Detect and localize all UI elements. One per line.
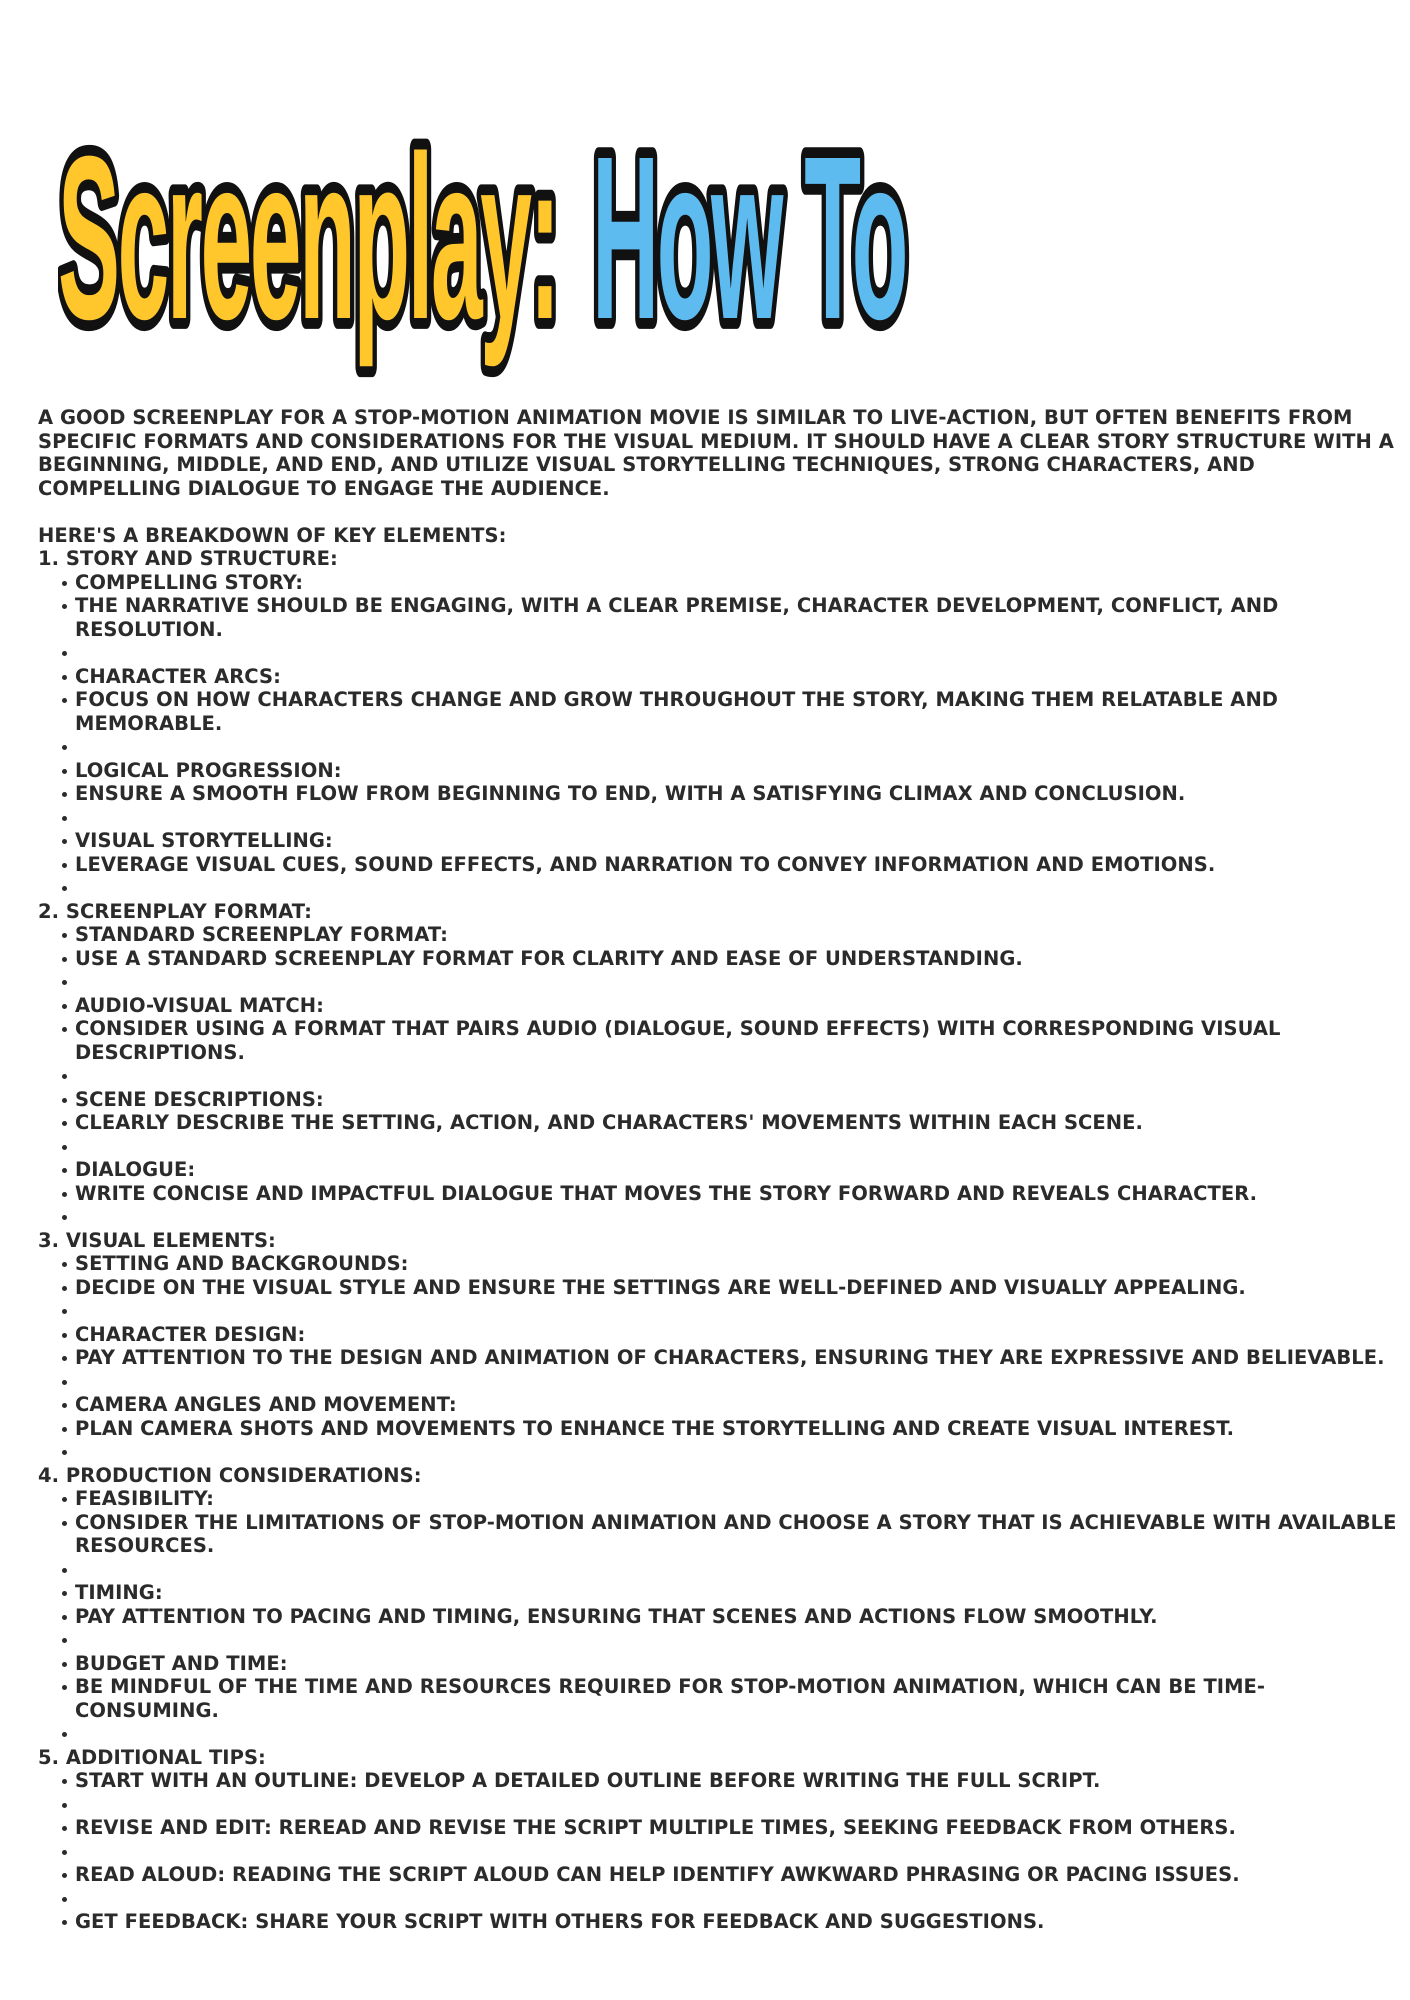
empty-bullet xyxy=(38,1628,1398,1652)
title-part-how-to: How To xyxy=(592,138,906,368)
list-item xyxy=(38,1769,1398,1793)
list-item-text: CAMERA ANGLES AND MOVEMENT: xyxy=(75,1393,457,1416)
list-item xyxy=(38,1581,1398,1605)
empty-bullet xyxy=(38,876,1398,900)
empty-bullet xyxy=(38,1135,1398,1159)
section-5 xyxy=(38,1746,1398,1934)
list-item-text: CHARACTER ARCS: xyxy=(75,664,281,688)
section-heading: 3. VISUAL ELEMENTS: xyxy=(38,1228,276,1252)
section-2 xyxy=(38,900,1398,1229)
list-item xyxy=(38,782,1398,806)
list-item-text: READ ALOUD: READING THE SCRIPT ALOUD CAN HELP IDENTIFY AWKWARD PHRASING OR PACING ISSUES. xyxy=(75,1863,1240,1886)
empty-bullet xyxy=(38,1558,1398,1582)
empty-bullet xyxy=(38,1299,1398,1323)
list-item-text: TIMING: xyxy=(75,1581,163,1604)
list-item xyxy=(38,1276,1398,1300)
section-heading: 4. PRODUCTION CONSIDERATIONS: xyxy=(38,1463,422,1487)
list-item-text: PAY ATTENTION TO PACING AND TIMING, ENSURING THAT SCENES AND ACTIONS FLOW SMOOTHLY. xyxy=(75,1604,1158,1628)
list-item xyxy=(38,1252,1398,1276)
list-item xyxy=(38,571,1398,595)
title-part-screenplay: Screenplay: xyxy=(58,138,558,368)
empty-bullet xyxy=(38,1722,1398,1746)
list-item-text: AUDIO-VISUAL MATCH: xyxy=(75,993,324,1017)
section-4 xyxy=(38,1464,1398,1746)
list-item-text: THE NARRATIVE SHOULD BE ENGAGING, WITH A CLEAR PREMISE, CHARACTER DEVELOPMENT, CONFLICT, AND RESOLUTION. xyxy=(75,594,1279,641)
list-item xyxy=(38,1605,1398,1629)
list-item-text: FOCUS ON HOW CHARACTERS CHANGE AND GROW THROUGHOUT THE STORY, MAKING THEM RELATABLE AND MEMORABLE. xyxy=(75,688,1279,735)
list-item xyxy=(38,1158,1398,1182)
sections-container xyxy=(38,547,1398,1934)
list-item-text: PLAN CAMERA SHOTS AND MOVEMENTS TO ENHANCE THE STORYTELLING AND CREATE VISUAL INTEREST. xyxy=(75,1416,1235,1440)
list-item-text: VISUAL STORYTELLING: xyxy=(75,829,333,852)
list-item xyxy=(38,688,1398,735)
bullet-list xyxy=(38,1487,1398,1746)
document-body xyxy=(38,406,1398,1934)
list-item xyxy=(38,1487,1398,1511)
list-item xyxy=(38,1863,1398,1887)
list-item xyxy=(38,947,1398,971)
bullet-list xyxy=(38,923,1398,1229)
list-item xyxy=(38,923,1398,947)
list-item-text: CONSIDER USING A FORMAT THAT PAIRS AUDIO (DIALOGUE, SOUND EFFECTS) WITH CORRESPONDING VISUAL DESCRIPTIONS. xyxy=(75,1017,1281,1064)
list-item-text: CONSIDER THE LIMITATIONS OF STOP-MOTION ANIMATION AND CHOOSE A STORY THAT IS ACHIEVABLE WITH AVAILABLE RESOURCES. xyxy=(75,1510,1397,1557)
list-item xyxy=(38,759,1398,783)
list-item xyxy=(38,665,1398,689)
list-item xyxy=(38,1323,1398,1347)
list-item-text: REVISE AND EDIT: REREAD AND REVISE THE SCRIPT MULTIPLE TIMES, SEEKING FEEDBACK FROM OTHERS. xyxy=(75,1816,1236,1839)
list-item xyxy=(38,1088,1398,1112)
section-3 xyxy=(38,1229,1398,1464)
list-item xyxy=(38,1393,1398,1417)
section-heading: 2. SCREENPLAY FORMAT: xyxy=(38,899,312,923)
bullet-list xyxy=(38,1252,1398,1464)
bullet-list xyxy=(38,1769,1398,1934)
list-item-text: DIALOGUE: xyxy=(75,1158,196,1181)
empty-bullet xyxy=(38,735,1398,759)
list-item xyxy=(38,1017,1398,1064)
empty-bullet xyxy=(38,1793,1398,1817)
list-item-text: COMPELLING STORY: xyxy=(75,570,304,594)
list-item xyxy=(38,1910,1398,1934)
list-item xyxy=(38,1182,1398,1206)
list-item-text: ENSURE A SMOOTH FLOW FROM BEGINNING TO END, WITH A SATISFYING CLIMAX AND CONCLUSION. xyxy=(75,782,1186,805)
empty-bullet xyxy=(38,641,1398,665)
empty-bullet xyxy=(38,1370,1398,1394)
list-item-text: STANDARD SCREENPLAY FORMAT: xyxy=(75,923,448,946)
list-item-text: BUDGET AND TIME: xyxy=(75,1651,288,1675)
empty-bullet xyxy=(38,1440,1398,1464)
list-item-text: SCENE DESCRIPTIONS: xyxy=(75,1087,324,1111)
list-item xyxy=(38,853,1398,877)
empty-bullet xyxy=(38,1205,1398,1229)
spacer xyxy=(38,500,1398,524)
list-item xyxy=(38,1111,1398,1135)
list-item xyxy=(38,1511,1398,1558)
list-item-text: CLEARLY DESCRIBE THE SETTING, ACTION, AND CHARACTERS' MOVEMENTS WITHIN EACH SCENE. xyxy=(75,1111,1143,1134)
list-item xyxy=(38,1417,1398,1441)
section-heading: 5. ADDITIONAL TIPS: xyxy=(38,1745,266,1769)
intro-paragraph: A GOOD SCREENPLAY FOR A STOP-MOTION ANIMATION MOVIE IS SIMILAR TO LIVE-ACTION, BUT OFTEN BENEFITS FROM SPECIFIC FORMATS AND CONSIDERATIONS FOR THE VISUAL MEDIUM. IT SHOULD HAVE A CLEAR STORY STRUCTURE WITH A BEGINNING, MIDDLE, AND END, AND UTILIZE VISUAL STORYTELLING TECHNIQUES, STRONG CHARACTERS, AND COMPELLING DIALOGUE TO ENGAGE THE AUDIENCE. xyxy=(38,406,1394,500)
list-item-text: SETTING AND BACKGROUNDS: xyxy=(75,1252,409,1275)
list-item xyxy=(38,994,1398,1018)
list-item-text: GET FEEDBACK: SHARE YOUR SCRIPT WITH OTHERS FOR FEEDBACK AND SUGGESTIONS. xyxy=(75,1910,1045,1933)
list-item xyxy=(38,1675,1398,1722)
empty-bullet xyxy=(38,1887,1398,1911)
list-item xyxy=(38,829,1398,853)
list-item-text: LOGICAL PROGRESSION: xyxy=(75,758,342,782)
list-item-text: WRITE CONCISE AND IMPACTFUL DIALOGUE THAT MOVES THE STORY FORWARD AND REVEALS CHARACTER. xyxy=(75,1181,1258,1205)
list-item xyxy=(38,1346,1398,1370)
list-item-text: FEASIBILITY: xyxy=(75,1487,214,1510)
list-item-text: START WITH AN OUTLINE: DEVELOP A DETAILED OUTLINE BEFORE WRITING THE FULL SCRIPT. xyxy=(75,1769,1101,1792)
list-item xyxy=(38,1652,1398,1676)
section-heading: 1. STORY AND STRUCTURE: xyxy=(38,547,338,570)
list-item-text: CHARACTER DESIGN: xyxy=(75,1322,306,1346)
empty-bullet xyxy=(38,1840,1398,1864)
empty-bullet xyxy=(38,970,1398,994)
list-item-text: BE MINDFUL OF THE TIME AND RESOURCES REQUIRED FOR STOP-MOTION ANIMATION, WHICH CAN BE TIME-CONSUMING. xyxy=(75,1675,1266,1722)
breakdown-heading: HERE'S A BREAKDOWN OF KEY ELEMENTS: xyxy=(38,523,507,547)
empty-bullet xyxy=(38,806,1398,830)
list-item xyxy=(38,1816,1398,1840)
page-title xyxy=(58,138,1358,388)
list-item xyxy=(38,594,1398,641)
list-item-text: LEVERAGE VISUAL CUES, SOUND EFFECTS, AND NARRATION TO CONVEY INFORMATION AND EMOTIONS. xyxy=(75,852,1216,876)
title-graphic xyxy=(58,138,1358,388)
empty-bullet xyxy=(38,1064,1398,1088)
list-item-text: USE A STANDARD SCREENPLAY FORMAT FOR CLARITY AND EASE OF UNDERSTANDING. xyxy=(75,946,1023,970)
list-item-text: PAY ATTENTION TO THE DESIGN AND ANIMATION OF CHARACTERS, ENSURING THEY ARE EXPRESSIVE AND BELIEVABLE. xyxy=(75,1346,1385,1369)
bullet-list xyxy=(38,571,1398,900)
list-item-text: DECIDE ON THE VISUAL STYLE AND ENSURE THE SETTINGS ARE WELL-DEFINED AND VISUALLY APPEALING. xyxy=(75,1275,1246,1299)
section-1 xyxy=(38,547,1398,900)
